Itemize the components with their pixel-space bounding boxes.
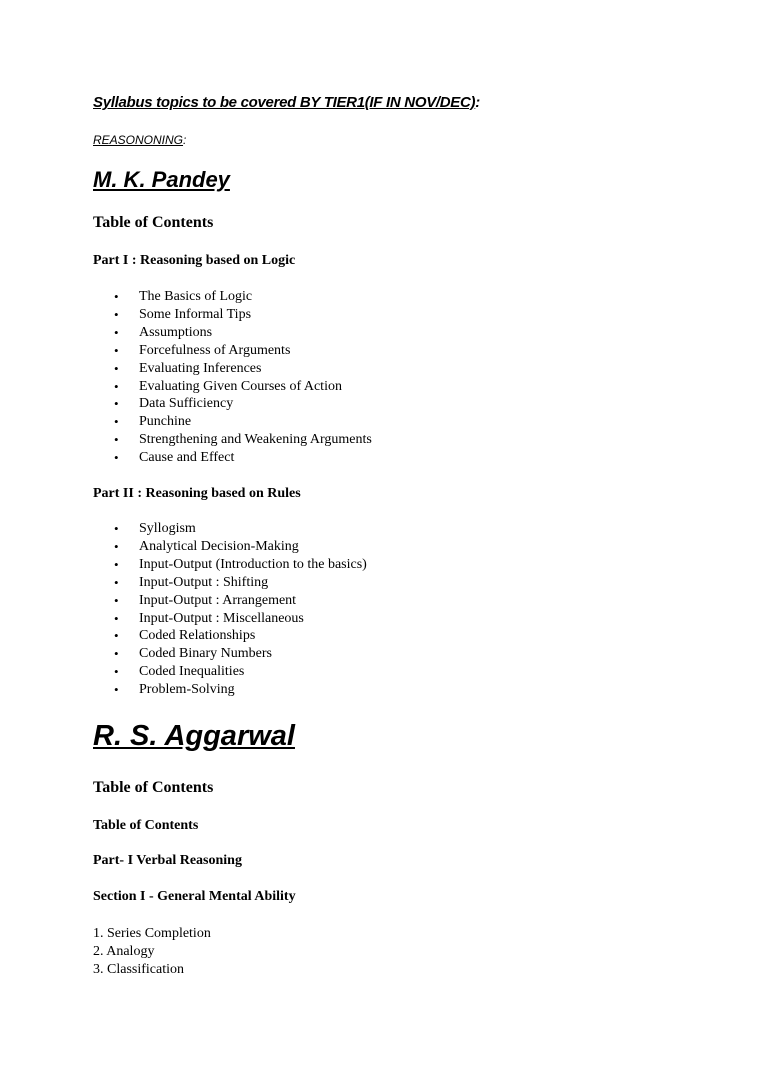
list-item: • Input-Output : Arrangement: [93, 592, 367, 610]
list-item: • Forcefulness of Arguments: [93, 342, 372, 360]
list-item: • Input-Output : Shifting: [93, 574, 367, 592]
list-item: • Some Informal Tips: [93, 306, 372, 324]
list-item: • Data Sufficiency: [93, 395, 372, 413]
chapter-list: [93, 925, 211, 979]
list-item: • Evaluating Inferences: [93, 360, 372, 378]
syllabus-title-text: Syllabus topics to be covered BY TIER1(IF IN NOV/DEC): [93, 94, 476, 111]
part2-heading: Part II : Reasoning based on Rules: [93, 486, 301, 501]
list-item: • Syllogism: [93, 520, 367, 538]
part1-heading: Part I : Reasoning based on Logic: [93, 253, 296, 268]
author-heading-pandey: M. K. Pandey: [93, 167, 230, 192]
list-item: • Input-Output : Miscellaneous: [93, 610, 367, 628]
list-item: • Assumptions: [93, 324, 372, 342]
toc-heading-aggarwal: Table of Contents: [93, 779, 214, 796]
list-item: • Analytical Decision-Making: [93, 538, 367, 556]
list-item: • Punchine: [93, 413, 372, 431]
toc-subheading-aggarwal: Table of Contents: [93, 818, 199, 833]
list-item: • Problem-Solving: [93, 681, 367, 699]
syllabus-title-colon: :: [475, 94, 480, 111]
author-heading-aggarwal: R. S. Aggarwal: [93, 720, 295, 752]
list-item: • Coded Binary Numbers: [93, 645, 367, 663]
list-item: 1. Series Completion: [93, 926, 211, 941]
syllabus-title: [93, 94, 480, 111]
toc-heading-pandey: Table of Contents: [93, 214, 214, 231]
list-item: • Strengthening and Weakening Arguments: [93, 431, 372, 449]
subject-heading: [93, 133, 186, 147]
list-item: • Evaluating Given Courses of Action: [93, 378, 372, 396]
subject-heading-colon: :: [183, 133, 187, 147]
list-item: • Input-Output (Introduction to the basics): [93, 556, 367, 574]
list-item: • Coded Inequalities: [93, 663, 367, 681]
list-item: • The Basics of Logic: [93, 288, 372, 306]
section-heading-gma: Section I - General Mental Ability: [93, 889, 296, 904]
list-item: • Coded Relationships: [93, 627, 367, 645]
part2-topic-list: [93, 520, 367, 699]
list-item: 2. Analogy: [93, 944, 155, 959]
list-item: • Cause and Effect: [93, 449, 372, 467]
part1-topic-list: [93, 288, 372, 467]
subject-heading-text: REASONONING: [93, 133, 184, 147]
list-item: 3. Classification: [93, 962, 184, 977]
part-heading-verbal: Part- I Verbal Reasoning: [93, 853, 242, 868]
